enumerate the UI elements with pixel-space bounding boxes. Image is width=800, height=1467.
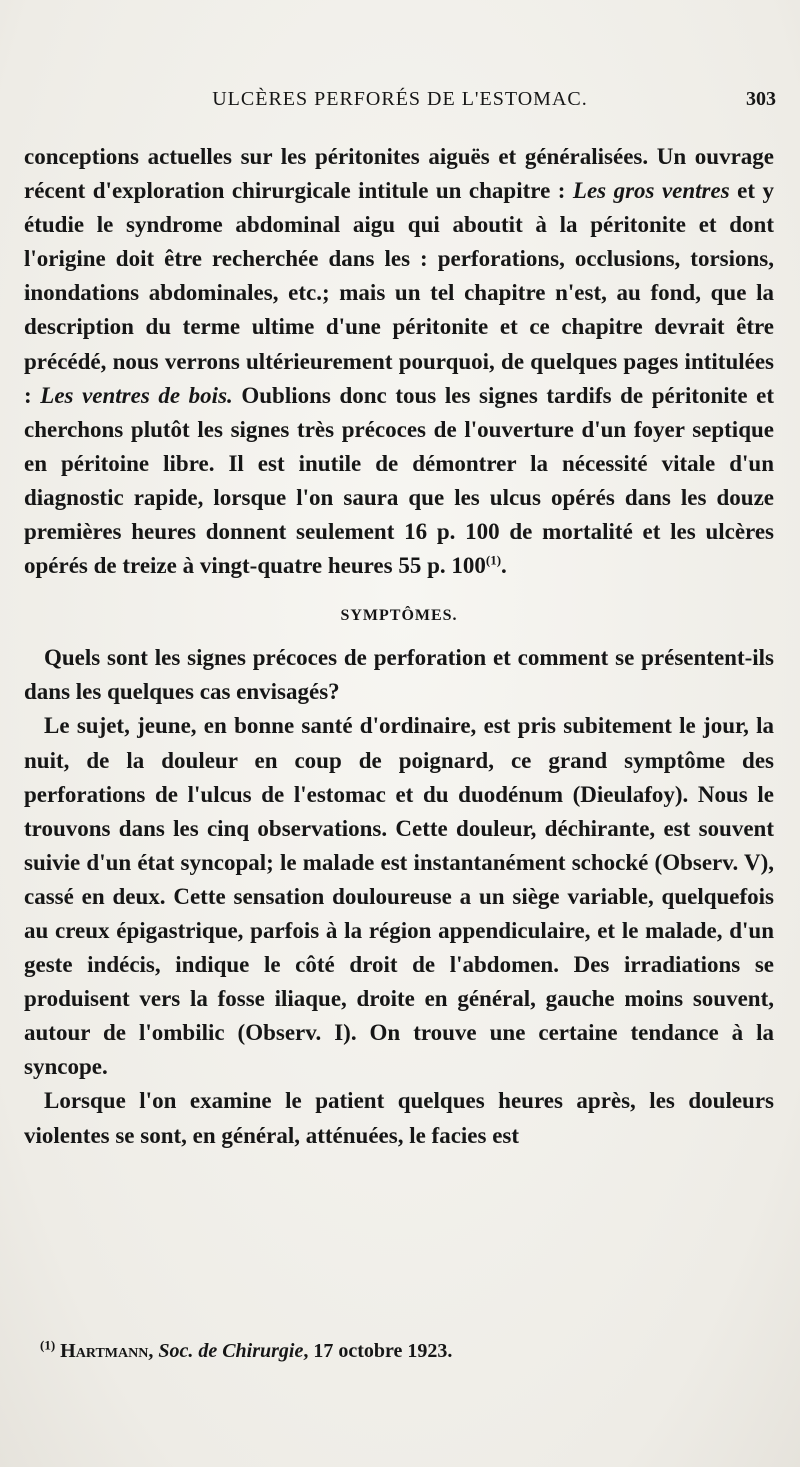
paragraph-1-text-a: conceptions actuelles sur les péritonites aiguës et généralisées. Un ouvrage récent d'exploration chirurgicale intitule un chapitre : bbox=[24, 144, 774, 204]
section-heading: SYMPTÔMES. bbox=[340, 607, 458, 625]
body-text bbox=[24, 140, 774, 1153]
footnote-date: , 17 octobre 1923. bbox=[303, 1340, 453, 1362]
footnote-author: Hartmann bbox=[60, 1340, 149, 1362]
paragraph-1-text-b: et y étudie le syndrome abdominal aigu qui aboutit à la péritonite et dont l'origine doit être recherchée dans les : perforations, occlusions, torsions, inondations abdominales, etc.; mais un tel chapitre n'est, au fond, que la description du terme ultime d'une péritonite et ce chapitre devrait être précédé, nous verrons ultérieurement pourquoi, de quelques pages intitulées : bbox=[24, 178, 774, 408]
running-title: ULCÈRES PERFORÉS DE L'ESTOMAC. bbox=[212, 88, 588, 110]
running-head bbox=[24, 88, 776, 118]
footnote-mark: (1) bbox=[40, 1337, 56, 1353]
paragraph-1-end: . bbox=[501, 553, 507, 579]
footnote-source: Soc. de Chirurgie bbox=[158, 1340, 304, 1362]
paragraph-1 bbox=[24, 140, 774, 583]
italic-title-ventres-de-bois: Les ventres de bois. bbox=[40, 382, 233, 408]
page-number: 303 bbox=[746, 88, 776, 110]
paragraph-2: Quels sont les signes précoces de perforation et comment se présentent-ils dans les quelques cas envisagés? bbox=[24, 645, 774, 705]
footnote-reference: (1) bbox=[485, 552, 502, 568]
italic-title-gros-ventres: Les gros ventres bbox=[572, 178, 730, 204]
footnote: $^{(1)}$ Hartmann, Soc. de Chirurgie, 17 octobre 1923. bbox=[40, 1337, 453, 1362]
paragraph-3: Le sujet, jeune, en bonne santé d'ordinaire, est pris subitement le jour, la nuit, de la douleur en coup de poignard, ce grand symptôme des perforations de l'ulcus de l'estomac et du duodénum (Dieulafoy). Nous le trouvons dans les cinq observations. Cette douleur, déchirante, est souvent suivie d'un état syncopal; le malade est instantanément schocké (Observ. V), cassé en deux. Cette sensation douloureuse a un siège variable, quelquefois au creux épigastrique, parfois à la région appendiculaire, et le malade, d'un geste indécis, indique le côté droit de l'abdomen. Des irradiations se produisent vers la fosse iliaque, droite en général, gauche moins souvent, autour de l'ombilic (Observ. I). On trouve une certaine tendance à la syncope. bbox=[24, 713, 774, 1080]
paragraph-1-text-c: Oublions donc tous les signes tardifs de péritonite et cherchons plutôt les signes très précoces de l'ouverture d'un foyer septique en péritoine libre. Il est inutile de démontrer la nécessité vitale d'un diagnostic rapide, lorsque l'on saura que les ulcus opérés dans les douze premières heures donnent seulement 16 p. 100 de mortalité et les ulcères opérés de treize à vingt-quatre heures 55 p. 100 bbox=[24, 382, 774, 579]
paragraph-4: Lorsque l'on examine le patient quelques heures après, les douleurs violentes se sont, en général, atténuées, le facies est bbox=[24, 1088, 774, 1148]
